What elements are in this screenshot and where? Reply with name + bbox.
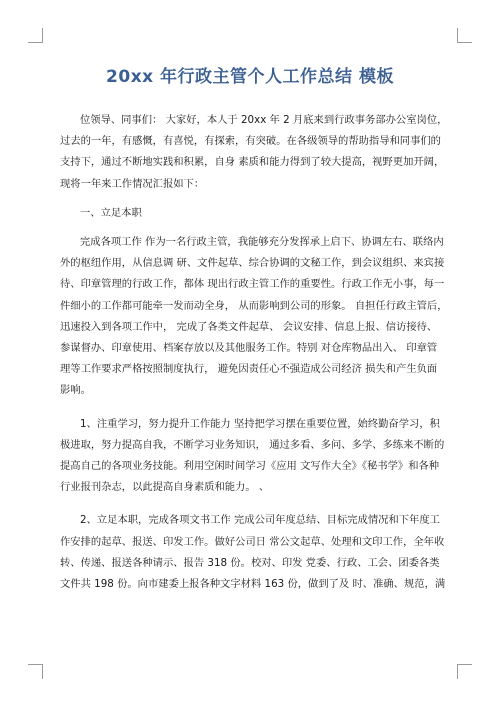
section-heading [60, 203, 442, 224]
intro-paragraph [60, 110, 448, 195]
text-line: 文件共 198 份。向市建委上报各种文字材料 163 份，做到了及 时、准确、规范，满 [60, 578, 446, 591]
text-line: 待、印章管理的行政工作，都体 现出行政主管工作的重要性。行政工作无小事，每一 [60, 278, 445, 291]
paragraph-duties [60, 232, 448, 402]
document-title: 20xx 年行政主管个人工作总结 模板 [106, 67, 394, 87]
text-line: 完成各项工作 作为一名行政主管，我能够充分发挥承上启下、协调左右、联络内 [80, 236, 444, 249]
text-line: 提高自己的各项业务技能。利用空闲时间学习《应用 文写作大全》《秘书学》和各种 [60, 460, 440, 473]
text-line: 2、立足本职，完成各项文书工作 完成公司年度总结、目标完成情况和下年度工 [80, 514, 440, 527]
text-line: 件细小的工作都可能牵一发而动全身， 从而影响到公司的形象。 自担任行政主管后， [60, 299, 448, 312]
text-line: 作安排的起草、报送、印发工作。做好公司日 常公文起草、处理和文印工作，全年收 [60, 535, 445, 548]
document-body [60, 110, 448, 595]
paragraph-documents [60, 510, 446, 595]
text-line: 支持下，通过不断地实践和积累，自身 素质和能力得到了较大提高，视野更加开阔， [60, 156, 445, 169]
crop-mark-bottom-left [28, 664, 43, 679]
text-line: 现将一年来工作情况汇报如下： [60, 177, 205, 190]
text-line: 影响。 [60, 384, 91, 397]
crop-mark-bottom-right [457, 664, 472, 679]
text-line: 极进取，努力提高自我，不断学习业务知识， 通过多看、多问、多学、多练来不断的 [60, 438, 445, 451]
text-line: 转、传递、报送各种请示、报告 318 份。校对、印发 党委、行政、工会、团委各类 [60, 556, 440, 569]
text-line: 行业报刊杂志，以此提高自身素质和能力。 、 [60, 481, 270, 494]
text-line: 1、注重学习，努力提升工作能力 坚持把学习摆在重要位置，始终勤奋学习，积 [80, 417, 440, 430]
text-line: 过去的一年，有感慨，有喜悦，有探索，有突破。在各级领导的帮助指导和同事们的 [60, 135, 441, 148]
text-line: 外的枢纽作用，从信息调 研、文件起草、综合协调的文秘工作，到会议组织、来宾接 [60, 257, 445, 270]
paragraph-learning [60, 414, 445, 499]
text-line: 参谋督办、印章使用、档案存放以及其他服务工作。特别 对仓库物品出入、 印章管 [60, 342, 438, 355]
text-line: 位领导、同事们： 大家好，本人于 20xx 年 2 月底来到行政事务部办公室岗位， [80, 114, 448, 126]
text-line: 理等工作要求严格按照制度执行， 避免因责任心不强造成公司经济 损失和产生负面 [60, 363, 438, 376]
crop-mark-top-left [28, 28, 43, 43]
crop-mark-top-right [457, 28, 472, 43]
text-line: 迅速投入到各项工作中， 完成了各类文件起草、 会议安排、信息上报、信访接待、 [60, 320, 438, 333]
section-heading-text: 一、立足本职 [80, 206, 142, 219]
